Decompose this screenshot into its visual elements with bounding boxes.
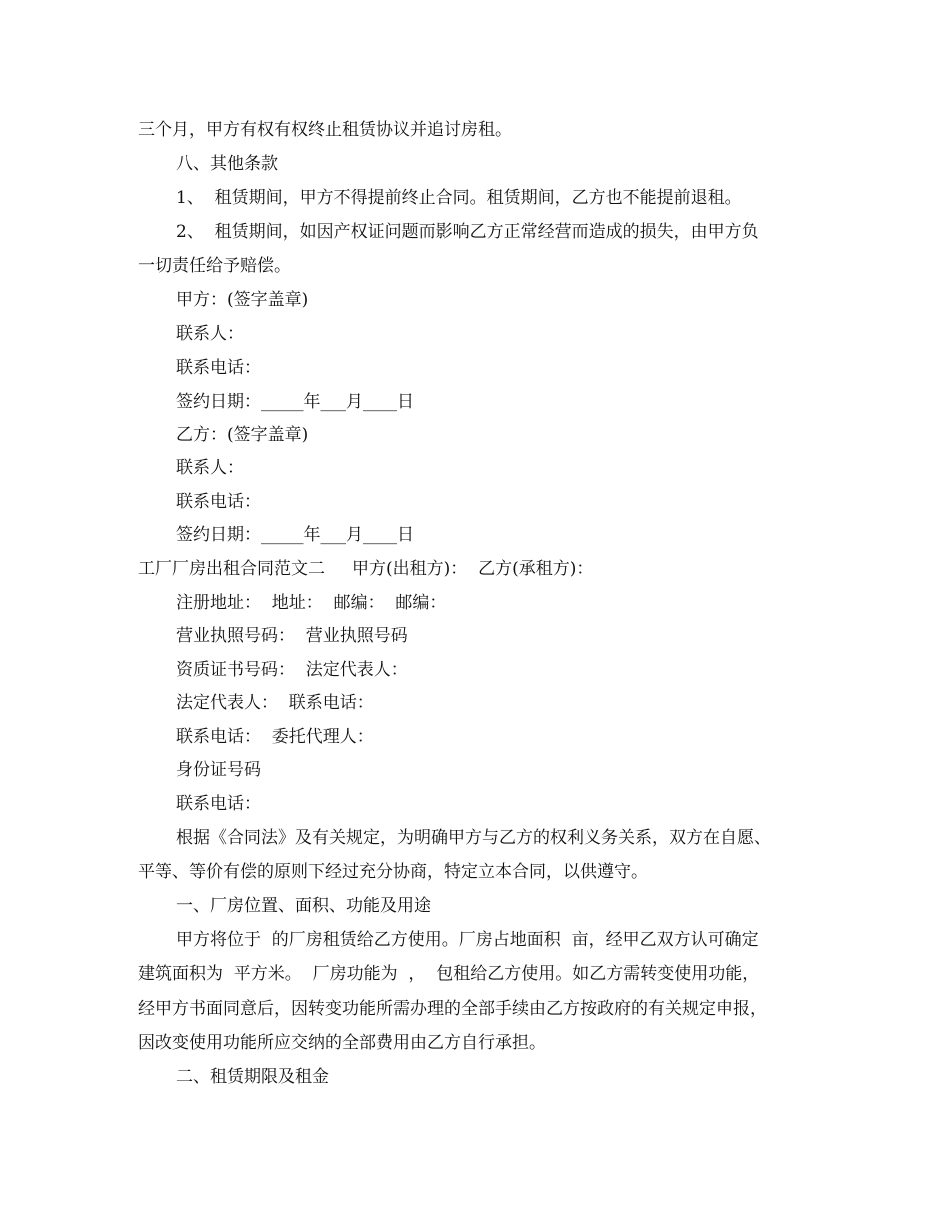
text-line: 联系电话：	[176, 794, 261, 814]
signing-date-line: 签约日期：_____年___月____日	[176, 392, 414, 412]
text-line: 资质证书号码： 法定代表人：	[176, 660, 408, 680]
contract-title-line: 工厂厂房出租合同范文二 甲方(出租方)： 乙方(承租方)：	[138, 559, 594, 579]
section-heading: 二、租赁期限及租金	[176, 1067, 329, 1087]
section-heading: 一、厂房位置、面积、功能及用途	[176, 896, 431, 916]
contact-phone-label: 联系电话：	[176, 492, 261, 512]
text-line: 一切责任给予赔偿。	[138, 256, 291, 276]
text-line: 甲方将位于 的厂房租赁给乙方使用。厂房占地面积 亩，经甲乙双方认可确定	[176, 930, 759, 950]
text-line: 根据《合同法》及有关规定，为明确甲方与乙方的权利义务关系，双方在自愿、	[176, 828, 771, 848]
contact-person-label: 联系人：	[176, 458, 244, 478]
signing-date-line: 签约日期：_____年___月____日	[176, 525, 414, 545]
party-a-signature-label: 甲方：(签字盖章)	[176, 290, 309, 310]
section-heading: 八、其他条款	[176, 154, 278, 174]
text-line: 身份证号码	[176, 760, 261, 780]
text-line: 法定代表人： 联系电话：	[176, 693, 374, 713]
text-line: 注册地址： 地址： 邮编： 邮编：	[176, 593, 447, 613]
text-line: 2、 租赁期间，如因产权证问题而影响乙方正常经营而造成的损失，由甲方负	[176, 222, 759, 242]
text-line: 营业执照号码： 营业执照号码	[176, 626, 408, 646]
contact-phone-label: 联系电话：	[176, 358, 261, 378]
text-line: 建筑面积为 平方米。 厂房功能为 ， 包租给乙方使用。如乙方需转变使用功能，	[138, 964, 760, 984]
contact-person-label: 联系人：	[176, 324, 244, 344]
text-line: 1、 租赁期间，甲方不得提前终止合同。租赁期间，乙方也不能提前退租。	[176, 188, 742, 208]
text-line: 经甲方书面同意后，因转变功能所需办理的全部手续由乙方按政府的有关规定申报，	[138, 999, 767, 1019]
text-line: 平等、等价有偿的原则下经过充分协商，特定立本合同，以供遵守。	[138, 862, 648, 882]
text-line: 因改变使用功能所应交纳的全部费用由乙方自行承担。	[138, 1033, 546, 1053]
text-line: 联系电话： 委托代理人：	[176, 727, 374, 747]
text-line: 三个月，甲方有权有权终止租赁协议并追讨房租。	[138, 120, 512, 140]
party-b-signature-label: 乙方：(签字盖章)	[176, 425, 309, 445]
